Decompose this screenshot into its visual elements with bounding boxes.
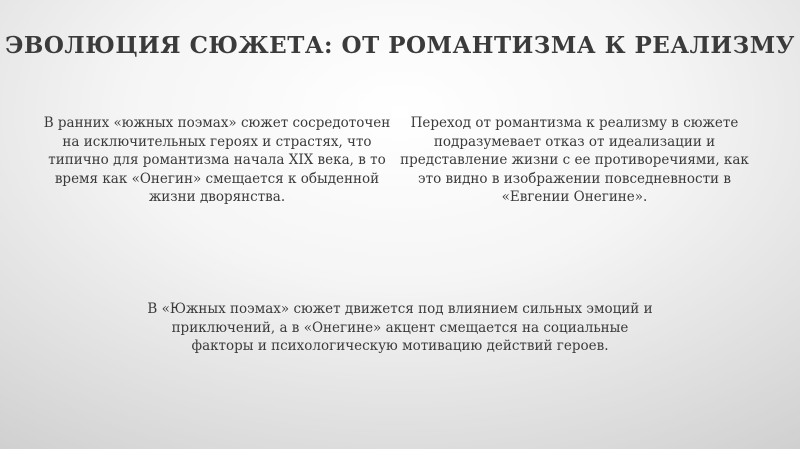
slide-title: ЭВОЛЮЦИЯ СЮЖЕТА: ОТ РОМАНТИЗМА К РЕАЛИЗМУ <box>5 32 795 59</box>
left-paragraph: В ранних «южных поэмах» сюжет сосредоточен на исключительных героях и страстях, что типично для романтизма начала XIX века, в то время как «Онегин» смещается к обыденной жизни дворянства. <box>43 115 391 205</box>
right-paragraph: Переход от романтизма к реализму в сюжете подразумевает отказ от идеализации и представление жизни с ее противоречиями, как это видно в изображении повседневности в «Евгении Онегине». <box>400 115 749 205</box>
bottom-paragraph: В «Южных поэмах» сюжет движется под влиянием сильных эмоций и приключений, а в «Онегине» акцент смещается на социальные факторы и психологическую мотивацию действий героев. <box>147 301 653 354</box>
